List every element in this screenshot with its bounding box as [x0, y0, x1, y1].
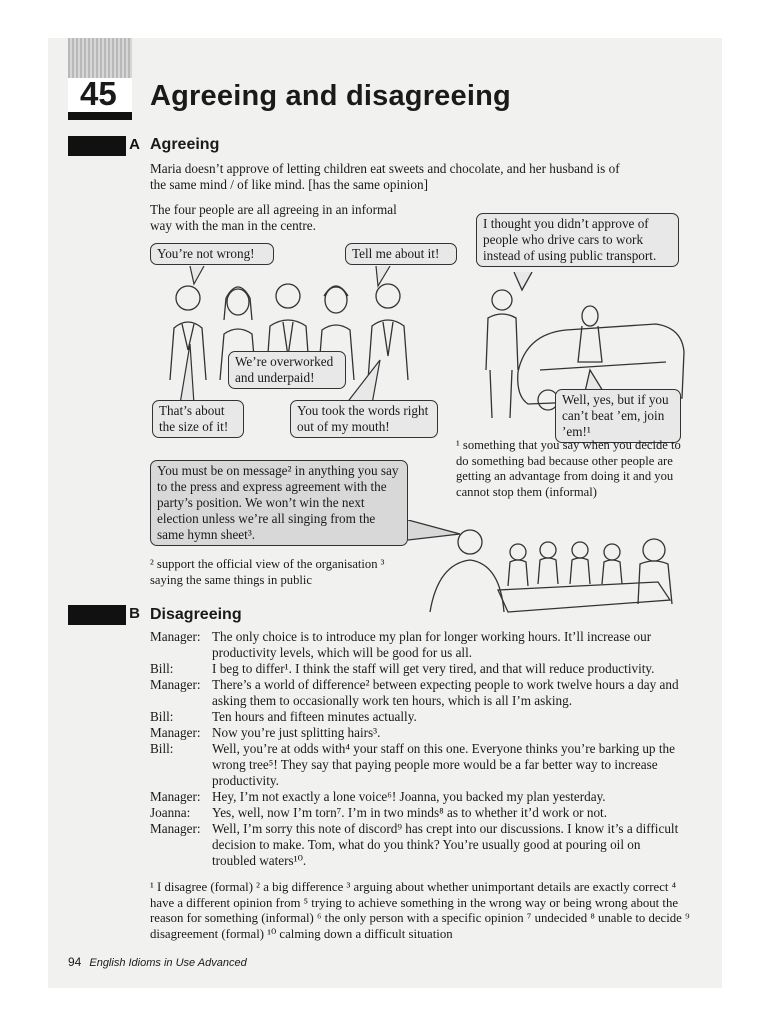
unit-tab-bar	[68, 112, 132, 120]
bubble-on-message: You must be on message² in anything you say to the press and express agreement with the party’s position. We won’t win the next election unless we’re all singing from the same hymn sheet³.	[150, 460, 408, 546]
bubble-size-of-it: That’s about the size of it!	[152, 400, 244, 438]
person-right	[368, 284, 408, 380]
speech: There’s a world of difference² between expecting people to work twelve hours a day and asking them to occasionally work ten hours, which is all I’m asking.	[212, 677, 679, 708]
unit-number: 45	[80, 75, 117, 112]
dialogue-line	[150, 709, 680, 725]
speech: Ten hours and fifteen minutes actually.	[212, 709, 417, 724]
bubble-well-yes: Well, yes, but if you can’t beat ’em, join ’em!¹	[555, 389, 681, 443]
dialogue-line	[150, 629, 680, 661]
man-standing	[486, 290, 518, 418]
bubble-not-wrong: You’re not wrong!	[150, 243, 274, 265]
note-one: ¹ something that you say when you decide to do something bad because other people are getting an advantage from doing it and you cannot stop them (informal)	[456, 438, 681, 499]
dialogue-line	[150, 789, 680, 805]
speaker: Bill:	[150, 741, 174, 756]
speaker-man	[430, 530, 504, 612]
section-b-title: Disagreeing	[150, 606, 242, 623]
speech: Now you’re just splitting hairs³.	[212, 725, 381, 740]
speaker: Bill:	[150, 709, 174, 724]
speaker: Manager:	[150, 789, 201, 804]
section-b-footnotes: ¹ I disagree (formal) ² a big difference ³ arguing about whether unimportant details are exactly correct ⁴ have a different opinion from ⁵ trying to achieve something in the wrong way or being wrong about the reason for something (informal) ⁶ the only person with a specific opinion ⁷ undecided ⁸ unable to decide ⁹ disagreement (formal) ¹⁰ calming down a difficult situation	[150, 880, 690, 941]
meeting-table	[498, 582, 670, 612]
dialogue-line	[150, 741, 680, 789]
section-a-intro-line2: the same mind / of like mind. [has the same opinion]	[150, 177, 428, 192]
bubble-thought: I thought you didn’t approve of people who drive cars to work instead of using public transport.	[476, 213, 679, 267]
speech: Well, you’re at odds with⁴ your staff on this one. Everyone thinks you’re barking up the wrong tree⁵! They say that paying people more would be a far better way to increase productivity.	[212, 741, 675, 788]
section-a-intro-line1: Maria doesn’t approve of letting children eat sweets and chocolate, and her husband is of	[150, 161, 620, 176]
section-b-letter: B	[129, 605, 140, 622]
speech: I beg to differ¹. I think the staff will get very tired, and that will reduce productivity.	[212, 661, 655, 676]
dialogue-line	[150, 677, 680, 709]
woman-on-car	[578, 306, 602, 362]
speech: Well, I’m sorry this note of discord⁹ has crept into our discussions. I know it’s a difficult decision to make. Tom, what do you think? You’re usually good at pouring oil on troubled waters¹⁰.	[212, 821, 679, 868]
section-b-marker	[68, 605, 140, 625]
dialogue-line	[150, 805, 680, 821]
speaker: Manager:	[150, 629, 201, 644]
dialogue-line	[150, 661, 680, 677]
unit-title: Agreeing and disagreeing	[150, 80, 511, 112]
speaker: Manager:	[150, 821, 201, 836]
dialogue	[150, 629, 680, 869]
dialogue-line	[150, 821, 680, 869]
speaker: Manager:	[150, 725, 201, 740]
page-number: 94	[68, 955, 82, 969]
meeting-attendees	[508, 539, 672, 604]
speaker: Bill:	[150, 661, 174, 676]
section-a-lead-line1: The four people are all agreeing in an informal	[150, 202, 397, 217]
meeting-illustration	[408, 520, 686, 620]
page-footer	[68, 955, 247, 969]
speaker: Joanna:	[150, 805, 191, 820]
speech: The only choice is to introduce my plan for longer working hours. It’ll increase our productivity levels, which will be good for us all.	[212, 629, 652, 660]
speaker: Manager:	[150, 677, 201, 692]
section-a-letter: A	[129, 136, 140, 153]
bubble-took-words: You took the words right out of my mouth!	[290, 400, 438, 438]
dialogue-line	[150, 725, 680, 741]
section-a-title: Agreeing	[150, 136, 220, 153]
section-a-lead-line2: way with the man in the centre.	[150, 218, 316, 233]
speech: Hey, I’m not exactly a lone voice⁶! Joanna, you backed my plan yesterday.	[212, 789, 606, 804]
note-two-three: ² support the official view of the organisation ³ saying the same things in public	[150, 557, 385, 587]
speech: Yes, well, now I’m torn⁷. I’m in two minds⁸ as to whether it’d work or not.	[212, 805, 608, 820]
bubble-tell-me: Tell me about it!	[345, 243, 457, 265]
unit-tab-pattern	[68, 38, 132, 78]
section-a-marker	[68, 136, 140, 156]
book-title: English Idioms in Use Advanced	[89, 957, 247, 969]
bubble-overworked: We’re overworked and underpaid!	[228, 351, 346, 389]
